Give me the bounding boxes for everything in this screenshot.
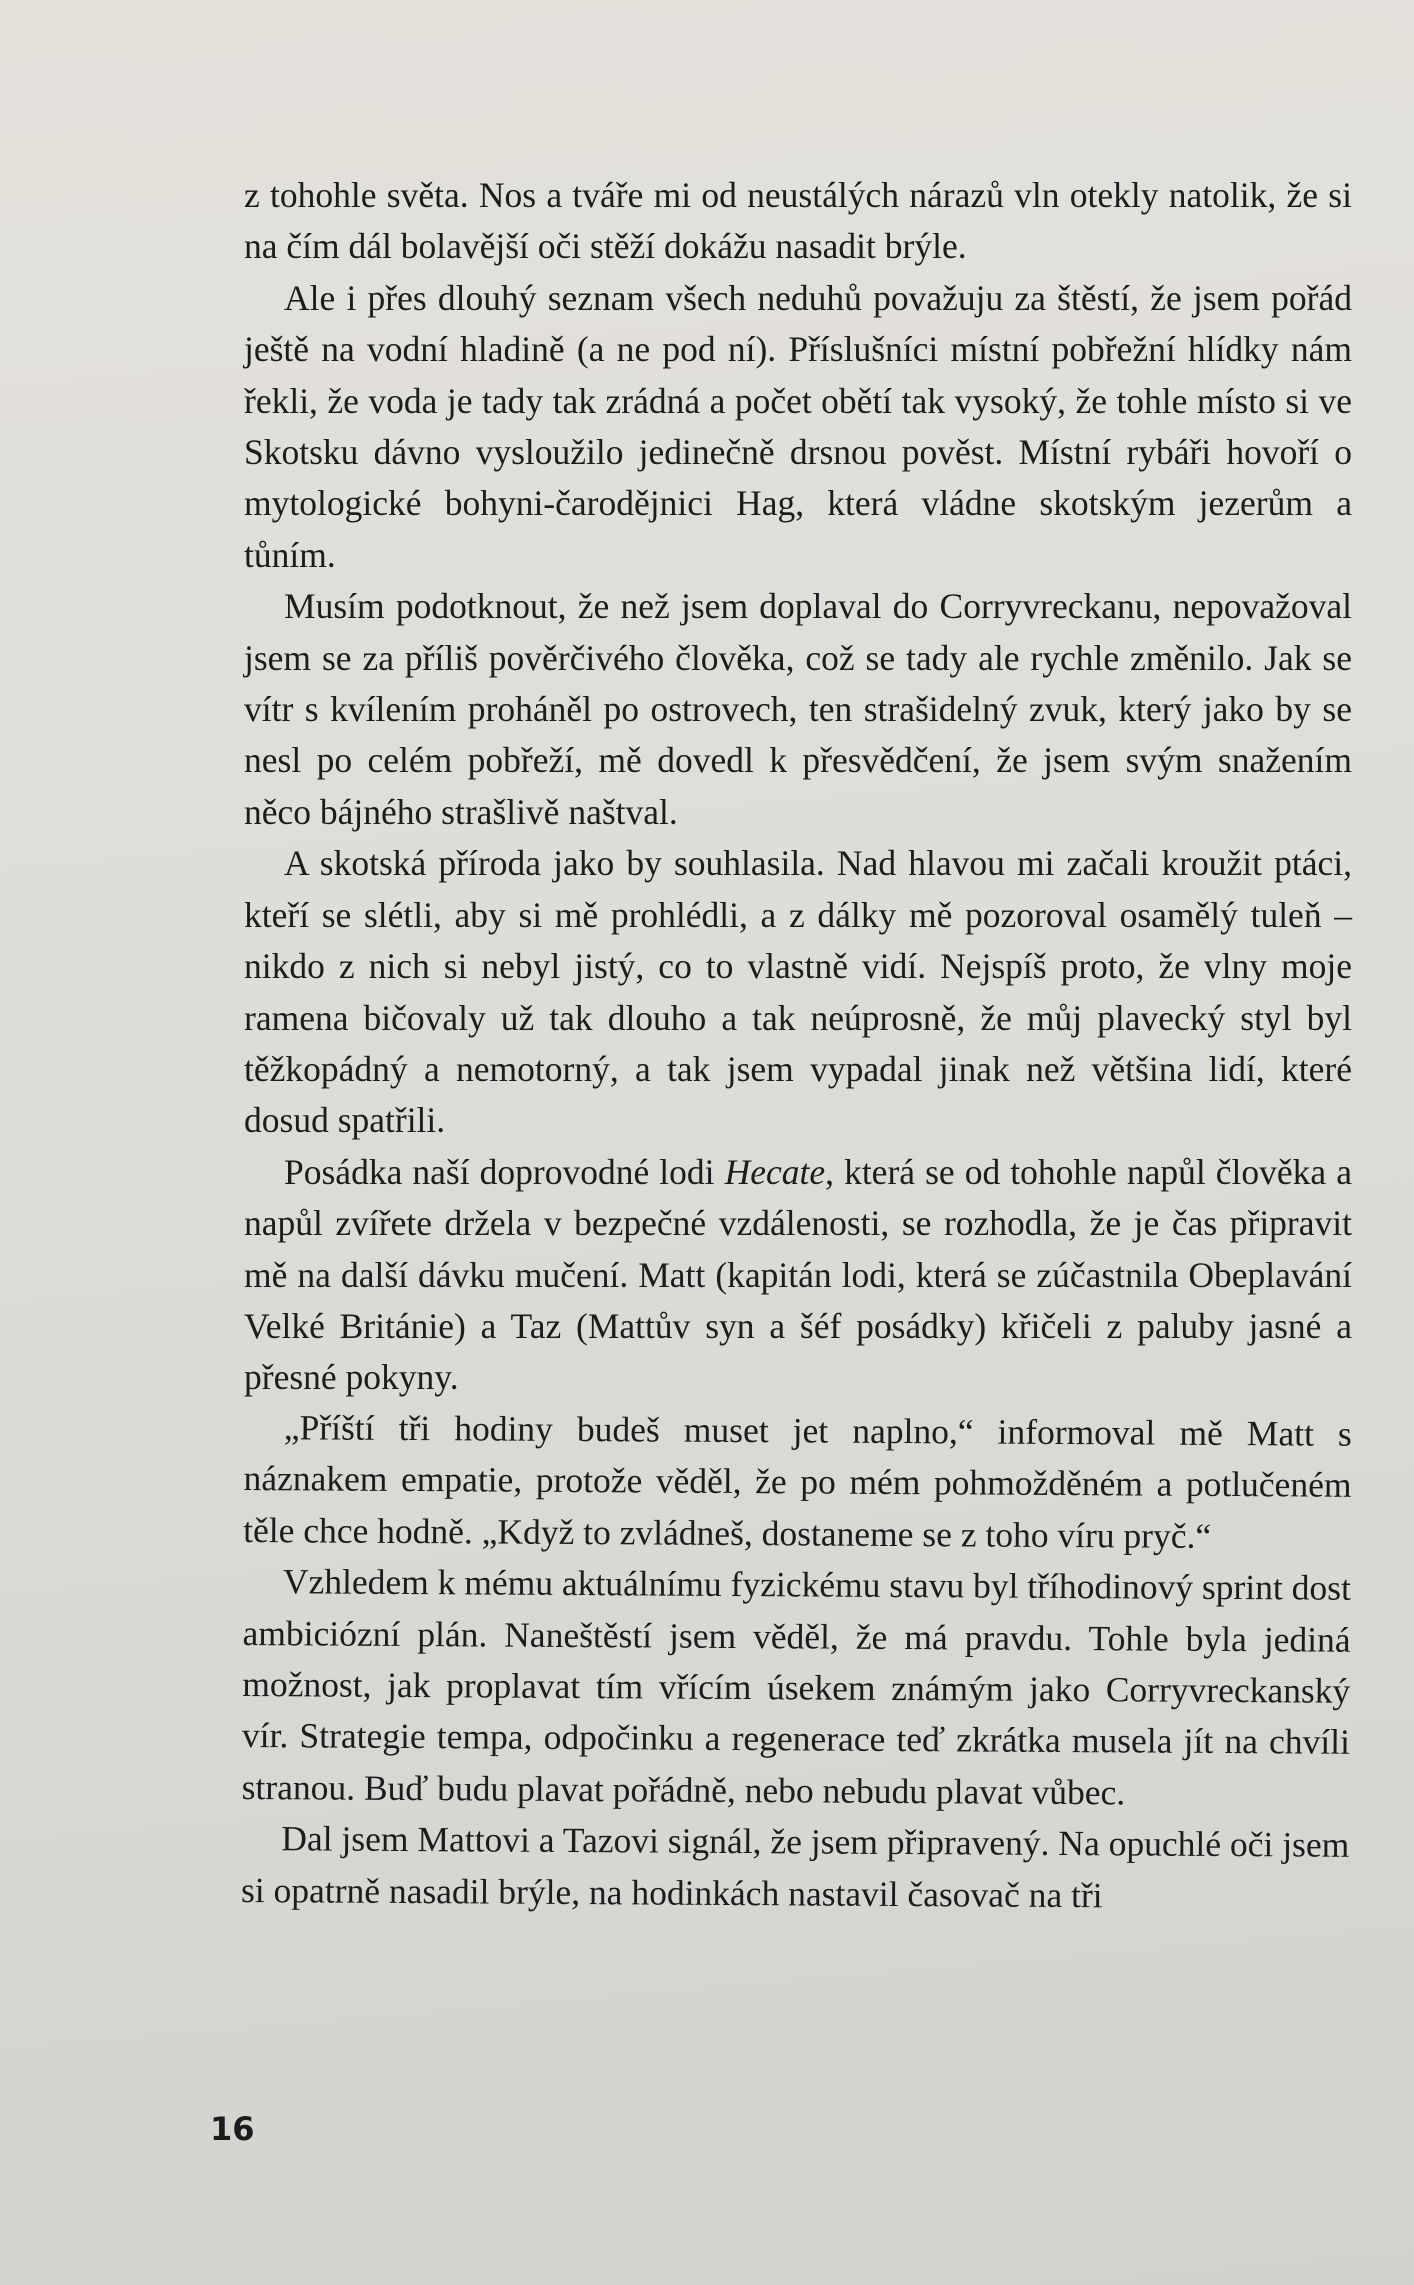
paragraph-4: A skotská příroda jako by souhlasila. Nad hlavou mi začali kroužit ptáci, kteří se slétli, aby si mě prohlédli, a z dálky mě pozoroval osamělý tuleň – nikdo z nich si nebyl jistý, co to vlastně vidí. Nejspíš proto, že vlny moje ramena bičovaly už tak dlouho a tak neúprosně, že můj plavecký styl byl těžkopádný a nemotorný, a tak jsem vypadal jinak než většina lidí, které dosud spatřili. <box>244 843 1352 1141</box>
paragraph-5-rest: , která se od tohohle napůl člověka a napůl zvířete držela v bezpečné vzdálenosti, se rozhodla, že je čas připravit mě na další dávku mučení. Matt (kapitán lodi, která se zúčastnila Obeplavání Velké Británie) a Taz (Mattův syn a šéf posádky) křičeli z paluby jasné a přesné pokyny. <box>244 1151 1352 1398</box>
paragraph-5-start: Posádka naší doprovodné lodi <box>284 1151 725 1192</box>
body-text <box>240 170 1352 1916</box>
page-number: 16 <box>210 2110 255 2148</box>
ship-name: Hecate <box>724 1151 826 1192</box>
paragraph-8: Dal jsem Mattovi a Tazovi signál, že jsem připravený. Na opuchlé oči jsem si opatrně nasadil brýle, na hodinkách nastavil časovač na tři <box>240 1818 1350 1915</box>
paragraph-1: z tohohle světa. Nos a tváře mi od neustálých nárazů vln otekly natolik, že si na čím dál bolavější oči stěží dokážu nasadit brýle. <box>244 175 1352 267</box>
paragraph-2: Ale i přes dlouhý seznam všech neduhů považuju za štěstí, že jsem pořád ještě na vodní hladině (a ne pod ní). Příslušníci místní pobřežní hlídky nám řekli, že voda je tady tak zrádná a počet obětí tak vysoký, že tohle místo si ve Skotsku dávno vysloužilo jedinečně drsnou pověst. Místní rybáři hovoří o mytologické bohyni-čarodějnici Hag, která vládne skotským jezerům a tůním. <box>244 277 1352 575</box>
paragraph-6: „Příští tři hodiny budeš muset jet naplno,“ informoval mě Matt s náznakem empatie, protože věděl, že po mém pohmožděném a potlučeném těle chce hodně. „Když to zvládneš, dostaneme se z toho víru pryč.“ <box>243 1406 1352 1556</box>
paragraph-3: Musím podotknout, že než jsem doplaval do Corryvreckanu, nepovažoval jsem se za příliš pověrčivého člověka, což se tady ale rychle změnilo. Jak se vítr s kvílením proháněl po ostrovech, ten strašidelný zvuk, který jako by se nesl po celém pobřeží, mě dovedl k přesvědčení, že jsem svým snažením něco bájného strašlivě naštval. <box>244 586 1352 832</box>
lower-text <box>241 1402 1352 1923</box>
paragraph-7: Vzhledem k mému aktuálnímu fyzickému stavu byl tříhodinový sprint dost ambiciózní plán. Naneštěstí jsem věděl, že má pravdu. Tohle byla jediná možnost, jak proplavat tím vřícím úsekem známým jako Corryvreckanský vír. Strategie tempa, odpočinku a regenerace teď zkrátka musela jít na chvíli stranou. Buď budu plavat pořádně, nebo nebudu plavat vůbec. <box>241 1561 1352 1812</box>
paragraph-5 <box>244 1147 1352 1404</box>
